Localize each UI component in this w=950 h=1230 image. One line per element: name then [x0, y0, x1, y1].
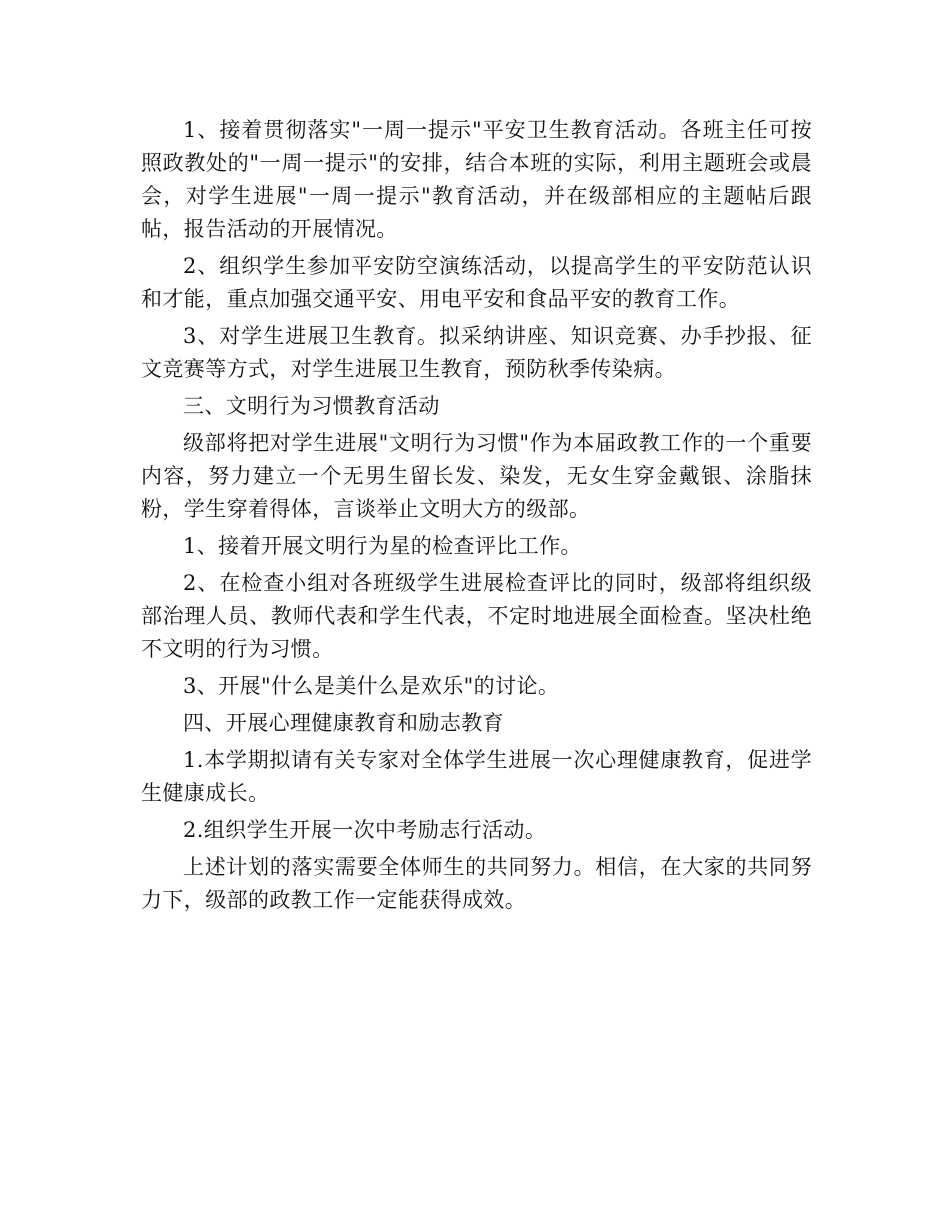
paragraph-civilized-behavior-goal: 级部将把对学生进展"文明行为习惯"作为本届政教工作的一个重要内容，努力建立一个无男生留长发、染发，无女生穿金戴银、涂脂抹粉，学生穿着得体，言谈举止文明大方的级部。: [141, 431, 812, 521]
paragraph-hygiene-education: 3、对学生进展卫生教育。拟采纳讲座、知识竞赛、办手抄报、征文竞赛等方式，对学生进展卫生教育，预防秋季传染病。: [141, 324, 812, 381]
paragraph-discussion: 3、开展"什么是美什么是欢乐"的讨论。: [183, 674, 560, 698]
section-heading-civilized-behavior: 三、文明行为习惯教育活动: [183, 394, 440, 418]
paragraph-exam-motivation: 2.组织学生开展一次中考励志行活动。: [183, 818, 547, 842]
section-heading-mental-health: 四、开展心理健康教育和励志教育: [183, 711, 504, 735]
paragraph-conclusion: 上述计划的落实需要全体师生的共同努力。相信，在大家的共同努力下，级部的政教工作一定能获得成效。: [141, 855, 812, 912]
paragraph-mental-health-lecture: 1.本学期拟请有关专家对全体学生进展一次心理健康教育，促进学生健康成长。: [141, 748, 812, 805]
paragraph-air-defense-drill: 2、组织学生参加平安防空演练活动，以提高学生的平安防范认识和才能，重点加强交通平安、用电平安和食品平安的教育工作。: [141, 254, 812, 311]
paragraph-star-evaluation: 1、接着开展文明行为星的检查评比工作。: [183, 534, 582, 558]
paragraph-safety-reminder: 1、接着贯彻落实"一周一提示"平安卫生教育活动。各班主任可按照政教处的"一周一提示"的安排，结合本班的实际，利用主题班会或晨会，对学生进展"一周一提示"教育活动，并在级部相应的主题帖后跟帖，报告活动的开展情况。: [141, 118, 812, 241]
document-page: [141, 114, 812, 921]
paragraph-inspection: 2、在检查小组对各班级学生进展检查评比的同时，级部将组织级部治理人员、教师代表和学生代表，不定时地进展全面检查。坚决杜绝不文明的行为习惯。: [141, 571, 812, 661]
